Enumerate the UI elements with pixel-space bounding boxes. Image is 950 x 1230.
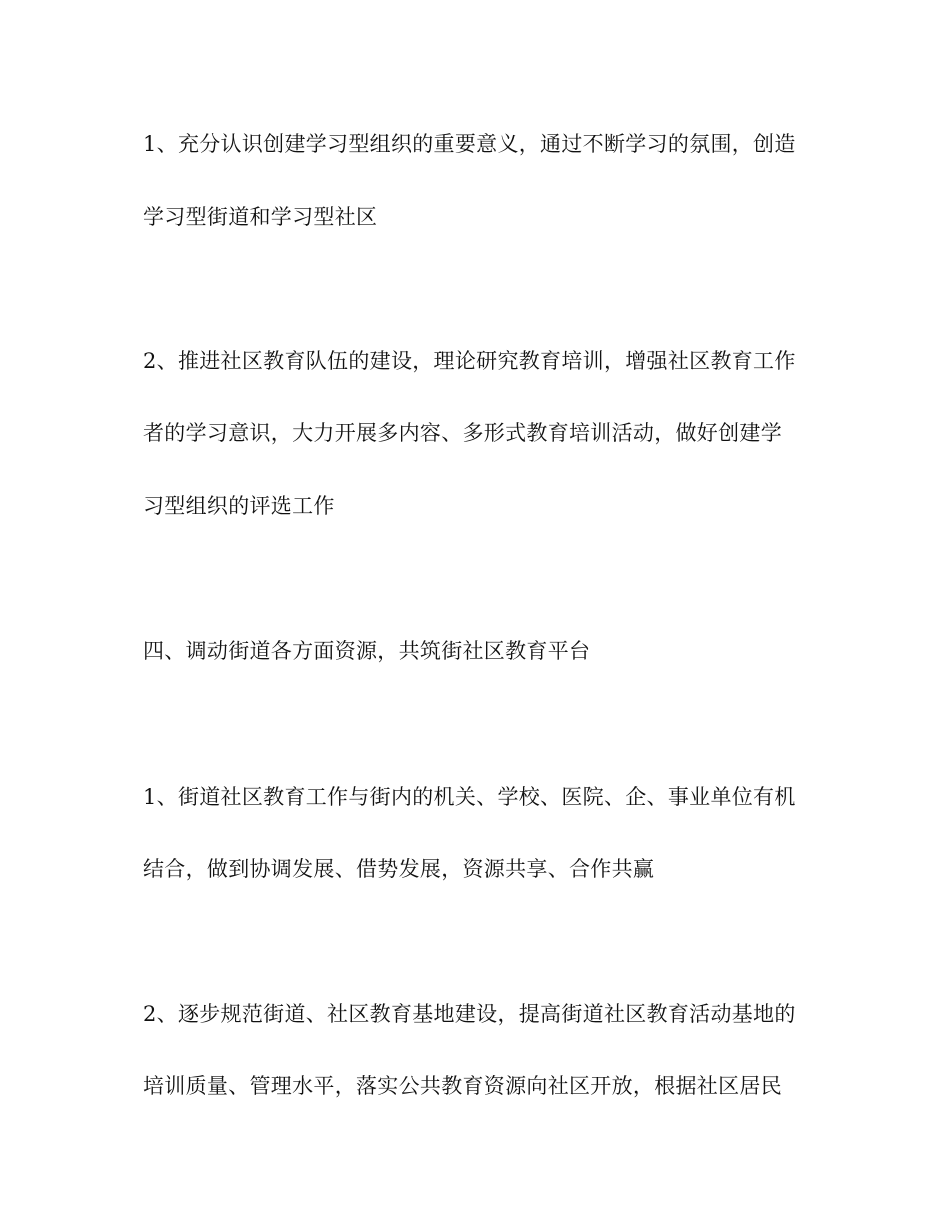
paragraph-4-line-2: 结合，做到协调发展、借势发展，资源共享、合作共赢 (143, 857, 655, 881)
paragraph-5-line-2: 培训质量、管理水平，落实公共教育资源向社区开放，根据社区居民 (143, 1074, 782, 1098)
paragraph-4-line-1: 1、街道社区教育工作与街内的机关、学校、医院、企、事业单位有机 (143, 785, 796, 809)
section-heading: 四、调动街道各方面资源，共筑街社区教育平台 (143, 639, 591, 663)
paragraph-2-line-3: 习型组织的评选工作 (143, 494, 335, 518)
paragraph-2-line-1: 2、推进社区教育队伍的建设，理论研究教育培训，增强社区教育工作 (143, 349, 796, 373)
paragraph-2-line-2: 者的学习意识，大力开展多内容、多形式教育培训活动，做好创建学 (143, 421, 782, 445)
paragraph-1-line-2: 学习型街道和学习型社区 (143, 205, 378, 229)
paragraph-1-line-1: 1、充分认识创建学习型组织的重要意义，通过不断学习的氛围，创造 (143, 132, 796, 156)
paragraph-5-line-1: 2、逐步规范街道、社区教育基地建设，提高街道社区教育活动基地的 (143, 1002, 796, 1026)
